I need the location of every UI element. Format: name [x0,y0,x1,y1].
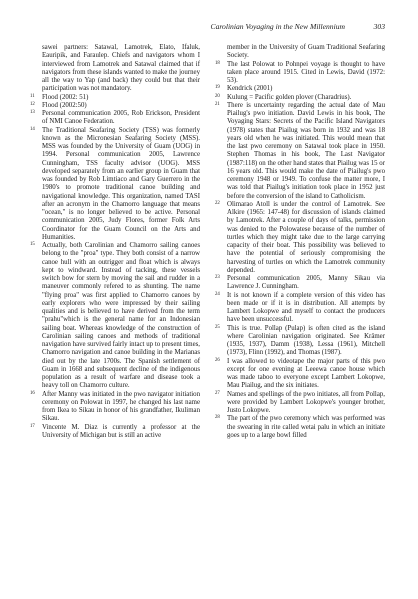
endnote-number: 13 [30,110,35,115]
endnote-number: 21 [215,101,220,107]
endnote-number: 22 [215,200,220,206]
endnote-text: The last Polowat to Pohnpei voyage is thought to have taken place around 1915. Cited in Lewis, David (1972: 53). [227,60,385,84]
endnote-text: This is true. Pollap (Pulap) is often cited as the island where Carolinian navigation originated. See Krämer (1935, 1937), Damm (1938), Lessa (1961), Mitchell (1973), Flinn (1992), and Thomas (1987). [227,324,385,357]
endnote [215,358,385,391]
endnote-text: Flood (2002: 51) [42,93,89,101]
endnote-text: member in the University of Guam Traditional Seafaring Society. [227,44,385,60]
endnote [215,201,385,275]
endnote-text: Personal communication 2005, Manny Sikau via Lawrence J. Cunningham. [227,275,385,291]
endnote-text: Flood (2002:50) [42,101,87,109]
endnote-number: 17 [30,423,35,429]
endnote [30,102,200,110]
endnote-number: 20 [215,93,220,99]
endnote-continuation [30,44,200,94]
endnote-number: 11 [30,93,35,99]
endnote-text: Kendrick (2001) [227,85,273,93]
endnote-text: Vincente M. Diaz is currently a professor at the University of Michigan but is still an active [42,423,200,439]
endnote-text: There is uncertainty regarding the actual date of Mau Piailug's pwo initiation. David Lewis in his book, The Voyaging Stars: Secrets of the Pacific Island Navigators (1978) states that Piailug was born in 1932 and was 18 years old when he was initiated. This would mean that the last pwo ceremony on Satawal took place in 1950. Stephen Thomas in his book, The Last Navigator (1987:118) on the other hand states that Piailug was 15 or 16 years old. This would make the date of Piailug's pwo ceremony 1948 or 1949. To confuse the matter more, I was told that Piailug's initiation took place in 1952 just before the conversion of the island to Catholicism. [227,101,385,200]
endnote [215,102,385,201]
endnote-number: 26 [215,357,220,363]
page-header [30,22,385,34]
right-column [215,44,385,440]
endnote [215,391,385,416]
endnote-text: The Traditional Seafaring Society (TSS) was formerly known as the Micronesian Seafaring Society (MSS). MSS was founded by the University of Guam (UOG) in 1994. Personal communication 2005, Lawrence Cunningham, TSS faculty advisor (UOG). MSS developed separately from an earlier group in Guam that was founded by Rob Limtiaco and Gary Guerrero in the 1980's to promote traditional canoe building and navigational knowledge. This organization, named TASI after an acronym in the Chamorro language that means "ocean," is no longer believed to be active. Personal communication 2005, Judy Flores, former Folk Arts Coordinator for the Guam Council on the Arts and Humanities. [42,126,200,241]
endnote [215,94,385,102]
endnote-text: Actually, both Carolinian and Chamorro sailing canoes belong to the "proa" type. They both consist of a narrow canoe hull with an outrigger and float which is always kept to windward. Instead of tacking, these vessels switch bow for stern by moving the sail and rudder in a maneuver commonly refered to as shunting. The name "flying proa" was first applied to Chamorro canoes by early explorers who were impressed by their sailing qualities and is believed to have derived from the term "prahu"which is the general name for an Indonesian sailing boat. Whereas knowledge of the construction of Carolinian sailing canoes and methods of traditional navigation have survived fairly intact up to present times, Chamorro navigation and canoe building in the Marianas died out by the late 1700s. The Spanish settlement of Guam in 1668 and subsequent decline of the indigenous population as a result of warfare and disease took a heavy toll on Chamorro culture. [42,242,200,390]
endnote-number: 18 [215,60,220,66]
endnote-text: Personal communication 2005, Rob Erickson, President of NMI Canoe Federation. [42,110,200,126]
page-number: 303 [373,22,385,31]
endnote-text: Kulung = Pacific golden plover (Charadrius). [227,93,352,101]
endnote-number: 16 [30,390,35,396]
endnote-number: 25 [215,324,220,330]
endnote-text: It is not known if a complete version of this video has been made or if it is in distribution. All attempts by Lambert Lokopwe and myself to contact the producers have been unsuccessful. [227,291,385,324]
endnote [215,325,385,358]
endnote [215,415,385,440]
endnote-number: 24 [215,291,220,297]
endnote-number: 14 [30,126,35,132]
endnote [215,292,385,325]
endnote [215,61,385,86]
endnotes-body [30,44,385,440]
endnote-number: 12 [30,101,35,107]
endnote [30,110,200,127]
running-head: Carolinian Voyaging in the New Millennium [210,22,345,31]
endnote-text: sawei partners: Satawal, Lamotrek, Elato, Ifaluk, Eauripik, and Faraulep. Chiefs and navigators whom I interviewed from Lamotrek and Satawal claimed that if navigators from these islands wanted to make the journey all the way to Yap (and back) they could but that their participation was not mandatory. [42,44,200,93]
endnote-number: 27 [215,390,220,396]
left-column [30,44,200,440]
endnote [30,424,200,441]
endnote-text: Names and spellings of the pwo initiates, all from Pollap, were provided by Lambert Lokopwe's younger brother, Justo Lokopwe. [227,390,385,414]
endnote-text: Olimarao Atoll is under the control of Lamotrek. See Alkire (1965: 147-48) for discussion of islands claimed by Lamotrek. After a couple of days of talks, permission was denied to the Polowatese because of the number of turtles which they might take due to the large carrying capacity of their boat. This possibility was believed to have the potential of seriously compromising the harvesting of turtles on which the Lamotrek community depended. [227,200,385,274]
endnote [30,127,200,243]
endnote [215,275,385,292]
endnote-number: 28 [215,415,220,421]
endnote [215,85,385,93]
endnote-number: 23 [215,275,220,280]
endnote-text: After Manny was initiated in the pwo navigator initiation ceremony on Polowat in 1997, he changed his last name from Ikea to Sikau in honor of his grandfather, Ikuliman Sikau. [42,390,200,423]
endnote [30,391,200,424]
endnote-text: The part of the pwo ceremony which was performed was the swearing in rite called wetai palu in which an initiate goes up to a large bowl filled [227,415,385,439]
endnote-continuation [215,44,385,61]
endnote [30,242,200,391]
endnote-number: 15 [30,242,35,247]
endnote [30,94,200,102]
endnote-number: 19 [215,85,220,91]
endnote-text: I was allowed to videotape the major parts of this pwo except for one evening at Leeewa canoe house which was made taboo to everyone except Lambert Lokopwe, Mau Piailug, and the six initiates. [227,357,385,390]
